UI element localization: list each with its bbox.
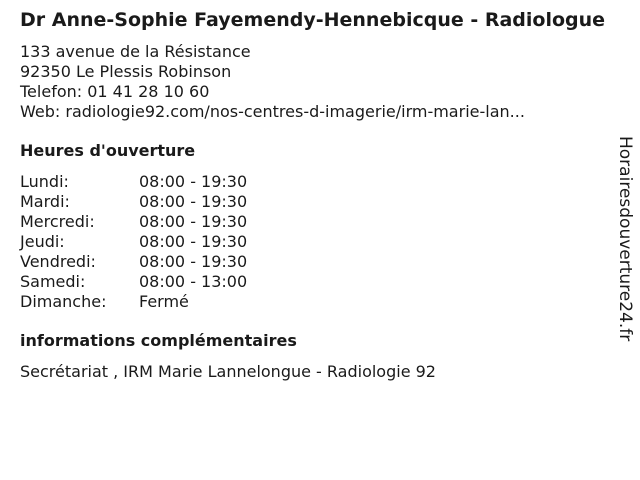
opening-hours-list <box>20 172 612 312</box>
day-label: Samedi: <box>20 272 86 291</box>
hours-title: Heures d'ouverture <box>20 141 196 160</box>
hours-value: 08:00 - 19:30 <box>139 192 248 211</box>
site-watermark: Horairesdouverture24.fr <box>615 136 635 342</box>
day-label: Mercredi: <box>20 212 95 231</box>
city-address: 92350 Le Plessis Robinson <box>20 62 232 81</box>
hours-row-thursday <box>20 232 612 252</box>
hours-row-tuesday <box>20 192 612 212</box>
hours-value: Fermé <box>139 292 189 311</box>
website-link[interactable]: Web: radiologie92.com/nos-centres-d-imagerie/irm-marie-lan... <box>20 102 525 121</box>
hours-row-saturday <box>20 272 612 292</box>
hours-value: 08:00 - 19:30 <box>139 232 248 251</box>
day-label: Dimanche: <box>20 292 107 311</box>
hours-value: 08:00 - 19:30 <box>139 212 248 231</box>
phone-number: Telefon: 01 41 28 10 60 <box>20 82 210 101</box>
address-block <box>20 42 612 122</box>
business-name: Dr Anne-Sophie Fayemendy-Hennebicque - Radiologue <box>20 9 606 31</box>
hours-row-wednesday <box>20 212 612 232</box>
hours-value: 08:00 - 19:30 <box>139 252 248 271</box>
business-card <box>20 9 612 382</box>
hours-row-sunday <box>20 292 612 312</box>
day-label: Vendredi: <box>20 252 96 271</box>
day-label: Lundi: <box>20 172 69 191</box>
hours-value: 08:00 - 19:30 <box>139 172 248 191</box>
info-text: Secrétariat , IRM Marie Lannelongue - Radiologie 92 <box>20 362 436 381</box>
info-title: informations complémentaires <box>20 331 297 350</box>
day-label: Mardi: <box>20 192 70 211</box>
hours-row-friday <box>20 252 612 272</box>
street-address: 133 avenue de la Résistance <box>20 42 251 61</box>
hours-row-monday <box>20 172 612 192</box>
hours-value: 08:00 - 13:00 <box>139 272 248 291</box>
day-label: Jeudi: <box>20 232 65 251</box>
